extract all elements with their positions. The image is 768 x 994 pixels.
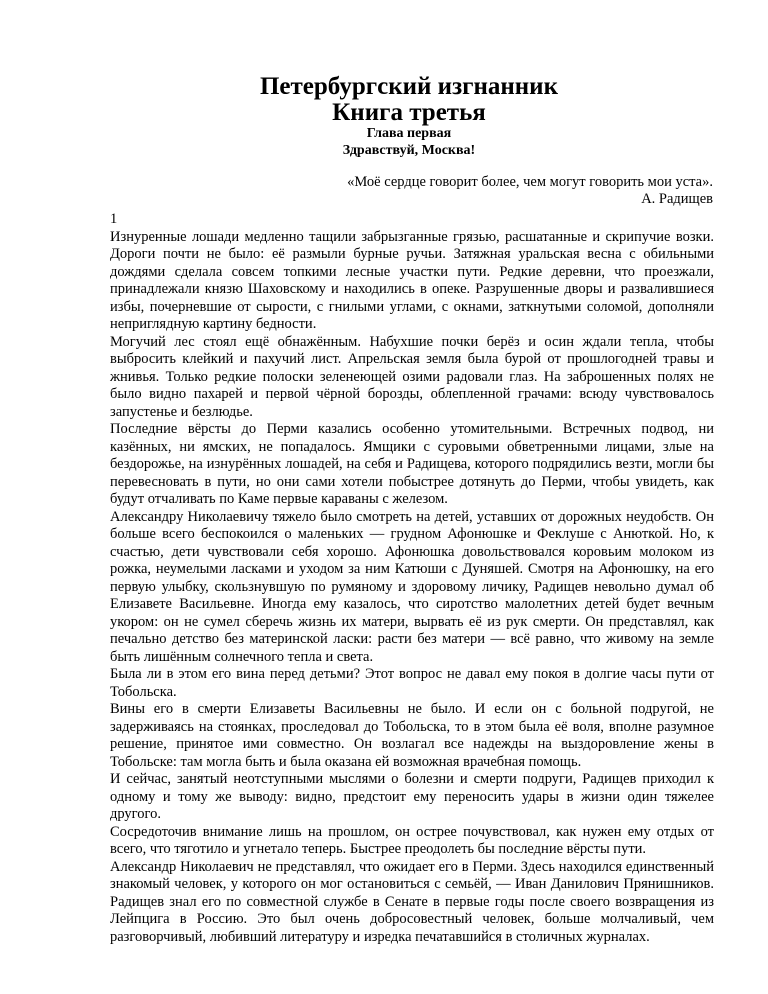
paragraph: И сейчас, занятый неотступными мыслями о болезни и смерти подруги, Радищев приходил к одному и тому же выводу: видно, предстоит ему переносить удары в жизни один тяжелее другого. (110, 771, 714, 822)
chapter-title: Здравствуй, Москва! (342, 143, 476, 158)
epigraph (213, 174, 713, 208)
paragraph: Александру Николаевичу тяжело было смотреть на детей, уставших от дорожных неудобств. Он больше всего беспокоился о маленьких — грудном Афонюшке и Феклуше с Анюткой. Но, к счастью, дети чувствовали себя хорошо. Афонюшка довольствовался коровьим молоком из рожка, неумелыми ласками и уходом за ним Катюши с Дуняшей. Смотря на Афонюшку, на его первую улыбку, скользнувшую по румяному и здоровому личику, Радищев невольно думал об Елизавете Васильевне. Иногда ему казалось, что сиротство малолетних детей будет вечным укором: он не сумел сберечь жизнь их матери, вырвать её из рук смерти. Он представлял, как печально детство без материнской ласки: расти без матери — всё равно, что живому на земле быть лишённым солнечного тепла и света. (110, 508, 714, 665)
paragraph: Изнуренные лошади медленно тащили забрызганные грязью, расшатанные и скрипучие возки. Дороги почти не было: её размыли бурные ручьи. Затяжная уральская весна с обильными дождями сделала совсем топкими лесные участки пути. Редкие деревни, что проезжали, принадлежали князю Шаховскому и находились в опеке. Разрушенные дворы и развалившиеся избы, почерневшие от сырости, с гнилыми углами, с окнами, заткнутыми соломой, дополняли неприглядную картину бедности. (110, 228, 714, 332)
section-number: 1 (110, 211, 118, 227)
book-volume: Книга третья (332, 99, 486, 126)
paragraph: Сосредоточив внимание лишь на прошлом, он острее почувствовал, как нужен ему отдых от всего, что тяготило и угнетало теперь. Быстрее преодолеть бы последние вёрсты пути. (110, 823, 714, 857)
epigraph-author: А. Радищев (641, 191, 713, 207)
body-text (110, 211, 714, 946)
chapter-heading: Глава первая (366, 126, 452, 141)
paragraph: Александр Николаевич не представлял, что ожидает его в Перми. Здесь находился единственный знакомый человек, у которого он мог остановиться с семьёй, — Иван Данилович Прянишников. Радищев знал его по совместной службе в Сенате в первые годы после своего возвращения из Лейпцига в Россию. Это был очень добросовестный человек, больше молчаливый, чем разговорчивый, любивший литературу и изредка печатавшийся в столичных журналах. (110, 858, 714, 945)
book-title: Петербургский изгнанник (259, 73, 558, 100)
paragraph: Была ли в этом его вина перед детьми? Этот вопрос не давал ему покоя в долгие часы пути от Тобольска. (110, 666, 714, 700)
paragraph: Последние вёрсты до Перми казались особенно утомительными. Встречных подвод, ни казённых, ни ямских, не попадалось. Ямщики с суровыми обветренными лицами, злые на бездорожье, на изнурённых лошадей, на себя и Радищева, которого подрядились везти, могли бы перевесновать в пути, но они сами хотели побыстрее дотянуть до Перми, чтобы увидеть, как будут отчаливать по Каме первые караваны с железом. (110, 421, 714, 507)
epigraph-quote: «Моё сердце говорит более, чем могут говорить мои уста». (347, 174, 713, 190)
paragraph: Могучий лес стоял ещё обнажённым. Набухшие почки берёз и осин ждали тепла, чтобы выбросить клейкий и пахучий лист. Апрельская земля была бурой от прошлогодней травы и жнивья. Только редкие полоски зеленеющей озими радовали глаз. На заброшенных полях не было видно пахарей и первой чёрной борозды, облепленной грачами: всюду чувствовалось запустенье и безлюдье. (110, 333, 714, 420)
paragraph: Вины его в смерти Елизаветы Васильевны не было. И если он с больной подругой, не задерживаясь на стоянках, проследовал до Тобольска, то в этом была её воля, вполне разумное решение, принятое ими совместно. Он возлагал все надежды на выздоровление жены в Тобольске: там могла быть и была оказана ей возможная врачебная помощь. (110, 701, 714, 770)
